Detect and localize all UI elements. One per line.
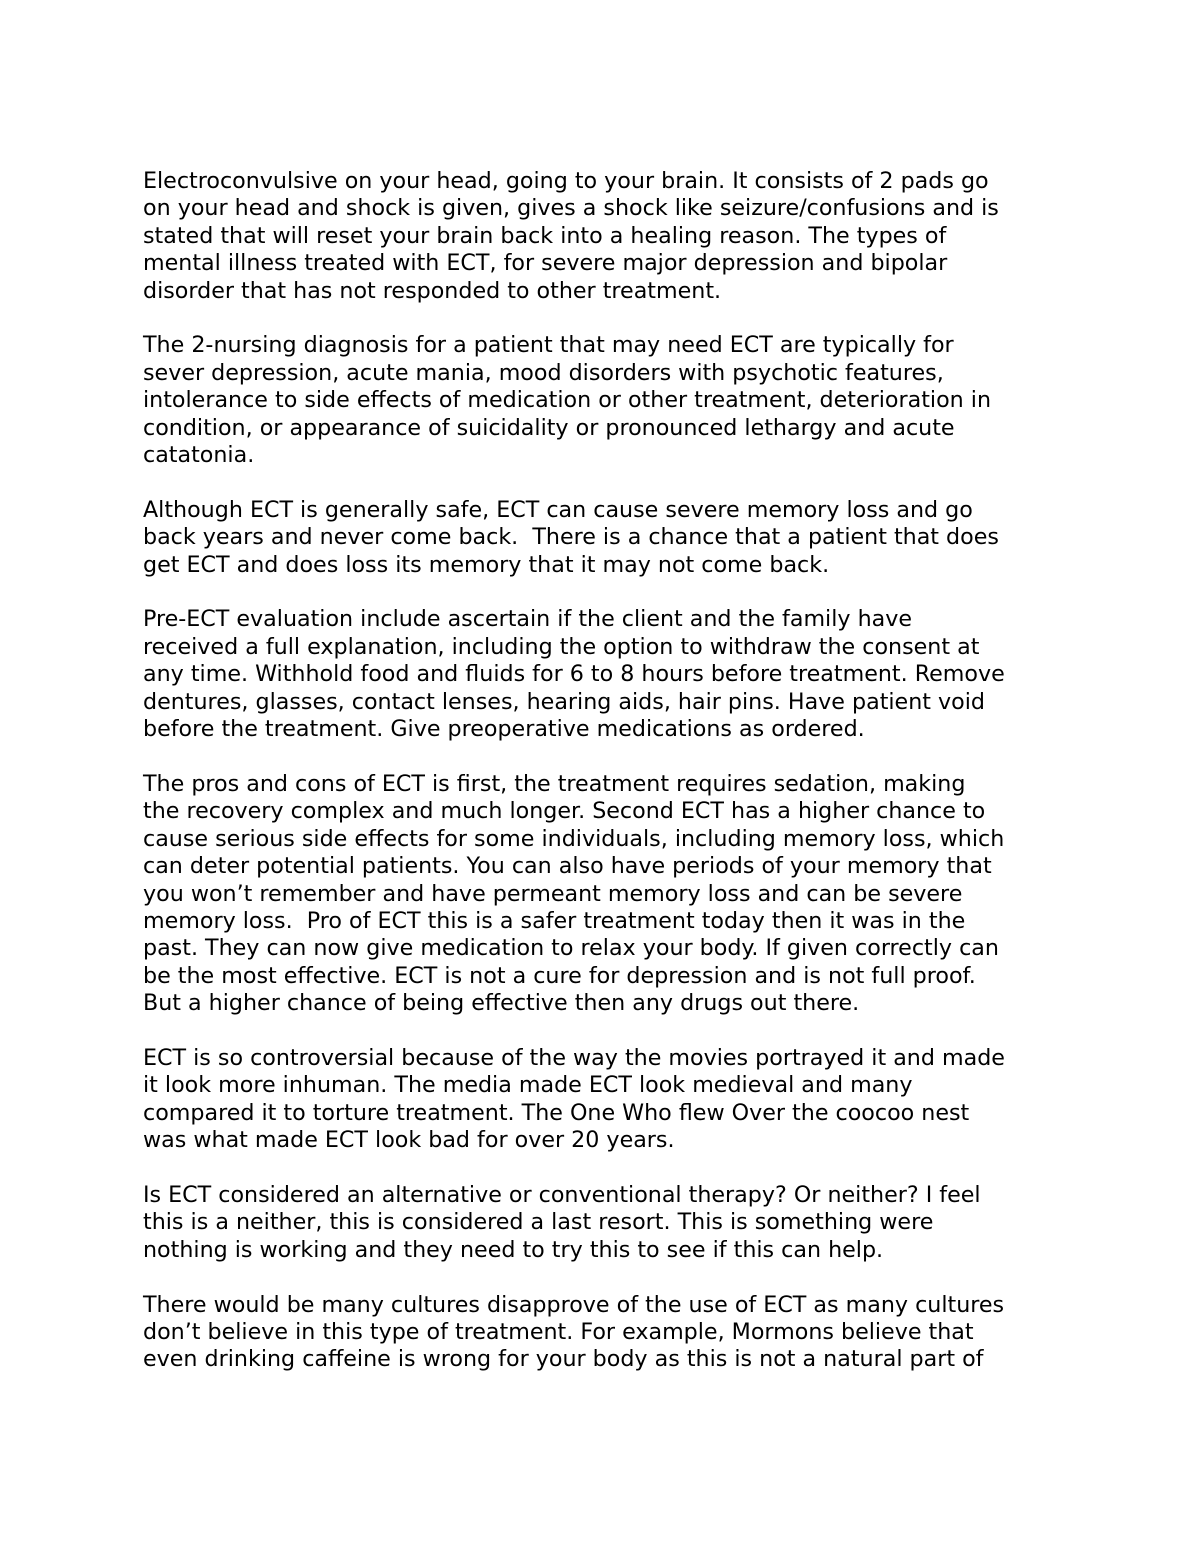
text-line: compared it to torture treatment. The One Who flew Over the coocoo nest bbox=[143, 1099, 970, 1126]
text-line: Is ECT considered an alternative or conventional therapy? Or neither? I feel bbox=[143, 1181, 981, 1208]
paragraph-therapy-type bbox=[143, 1182, 1068, 1264]
text-line: received a full explanation, including the option to withdraw the consent at bbox=[143, 633, 980, 660]
text-line: The pros and cons of ECT is first, the treatment requires sedation, making bbox=[143, 770, 966, 797]
text-line: get ECT and does loss its memory that it may not come back. bbox=[143, 551, 830, 578]
text-line: intolerance to side effects of medication or other treatment, deterioration in bbox=[143, 387, 991, 414]
text-line: the recovery complex and much longer. Second ECT has a higher chance to bbox=[143, 798, 986, 825]
text-line: even drinking caffeine is wrong for your body as this is not a natural part of bbox=[143, 1346, 984, 1373]
text-line: back years and never come back. There is a chance that a patient that does bbox=[143, 524, 999, 551]
paragraph-safety bbox=[143, 497, 1068, 579]
text-line: any time. Withhold food and fluids for 6 to 8 hours before treatment. Remove bbox=[143, 661, 1005, 688]
paragraph-nursing-diagnosis bbox=[143, 332, 1068, 469]
paragraph-ect-description bbox=[143, 168, 1068, 305]
text-line: nothing is working and they need to try this to see if this can help. bbox=[143, 1236, 884, 1263]
text-line: memory loss. Pro of ECT this is a safer treatment today then it was in the bbox=[143, 907, 966, 934]
text-line: can deter potential patients. You can also have periods of your memory that bbox=[143, 853, 992, 880]
text-line: cause serious side effects for some individuals, including memory loss, which bbox=[143, 825, 1005, 852]
text-line: don’t believe in this type of treatment. For example, Mormons believe that bbox=[143, 1318, 974, 1345]
text-line: before the treatment. Give preoperative medications as ordered. bbox=[143, 716, 865, 743]
text-line: it look more inhuman. The media made ECT look medieval and many bbox=[143, 1072, 913, 1099]
paragraph-cultures bbox=[143, 1292, 1068, 1374]
paragraph-controversy bbox=[143, 1045, 1068, 1155]
text-line: sever depression, acute mania, mood disorders with psychotic features, bbox=[143, 359, 944, 386]
text-line: ECT is so controversial because of the way the movies portrayed it and made bbox=[143, 1044, 1005, 1071]
text-line: past. They can now give medication to relax your body. If given correctly can bbox=[143, 935, 999, 962]
text-line: mental illness treated with ECT, for severe major depression and bipolar bbox=[143, 250, 948, 277]
text-line: disorder that has not responded to other treatment. bbox=[143, 277, 722, 304]
paragraph-pros-cons bbox=[143, 771, 1068, 1018]
text-line: The 2-nursing diagnosis for a patient that may need ECT are typically for bbox=[143, 332, 954, 359]
document-body bbox=[143, 168, 1068, 1401]
text-line: Electroconvulsive on your head, going to your brain. It consists of 2 pads go bbox=[143, 168, 989, 194]
text-line: stated that will reset your brain back into a healing reason. The types of bbox=[143, 222, 947, 249]
text-line: Although ECT is generally safe, ECT can cause severe memory loss and go bbox=[143, 496, 973, 523]
text-line: dentures, glasses, contact lenses, hearing aids, hair pins. Have patient void bbox=[143, 688, 985, 715]
text-line: be the most effective. ECT is not a cure for depression and is not full proof. bbox=[143, 962, 976, 989]
text-line: condition, or appearance of suicidality or pronounced lethargy and acute bbox=[143, 414, 955, 441]
text-line: There would be many cultures disapprove of the use of ECT as many cultures bbox=[143, 1291, 1005, 1318]
text-line: on your head and shock is given, gives a shock like seizure/confusions and is bbox=[143, 195, 999, 222]
text-line: catatonia. bbox=[143, 442, 255, 469]
paragraph-pre-ect-evaluation bbox=[143, 606, 1068, 743]
text-line: you won’t remember and have permeant memory loss and can be severe bbox=[143, 880, 963, 907]
text-line: Pre-ECT evaluation include ascertain if the client and the family have bbox=[143, 606, 913, 633]
text-line: But a higher chance of being effective then any drugs out there. bbox=[143, 990, 860, 1017]
text-line: this is a neither, this is considered a last resort. This is something were bbox=[143, 1209, 934, 1236]
text-line: was what made ECT look bad for over 20 years. bbox=[143, 1127, 675, 1154]
